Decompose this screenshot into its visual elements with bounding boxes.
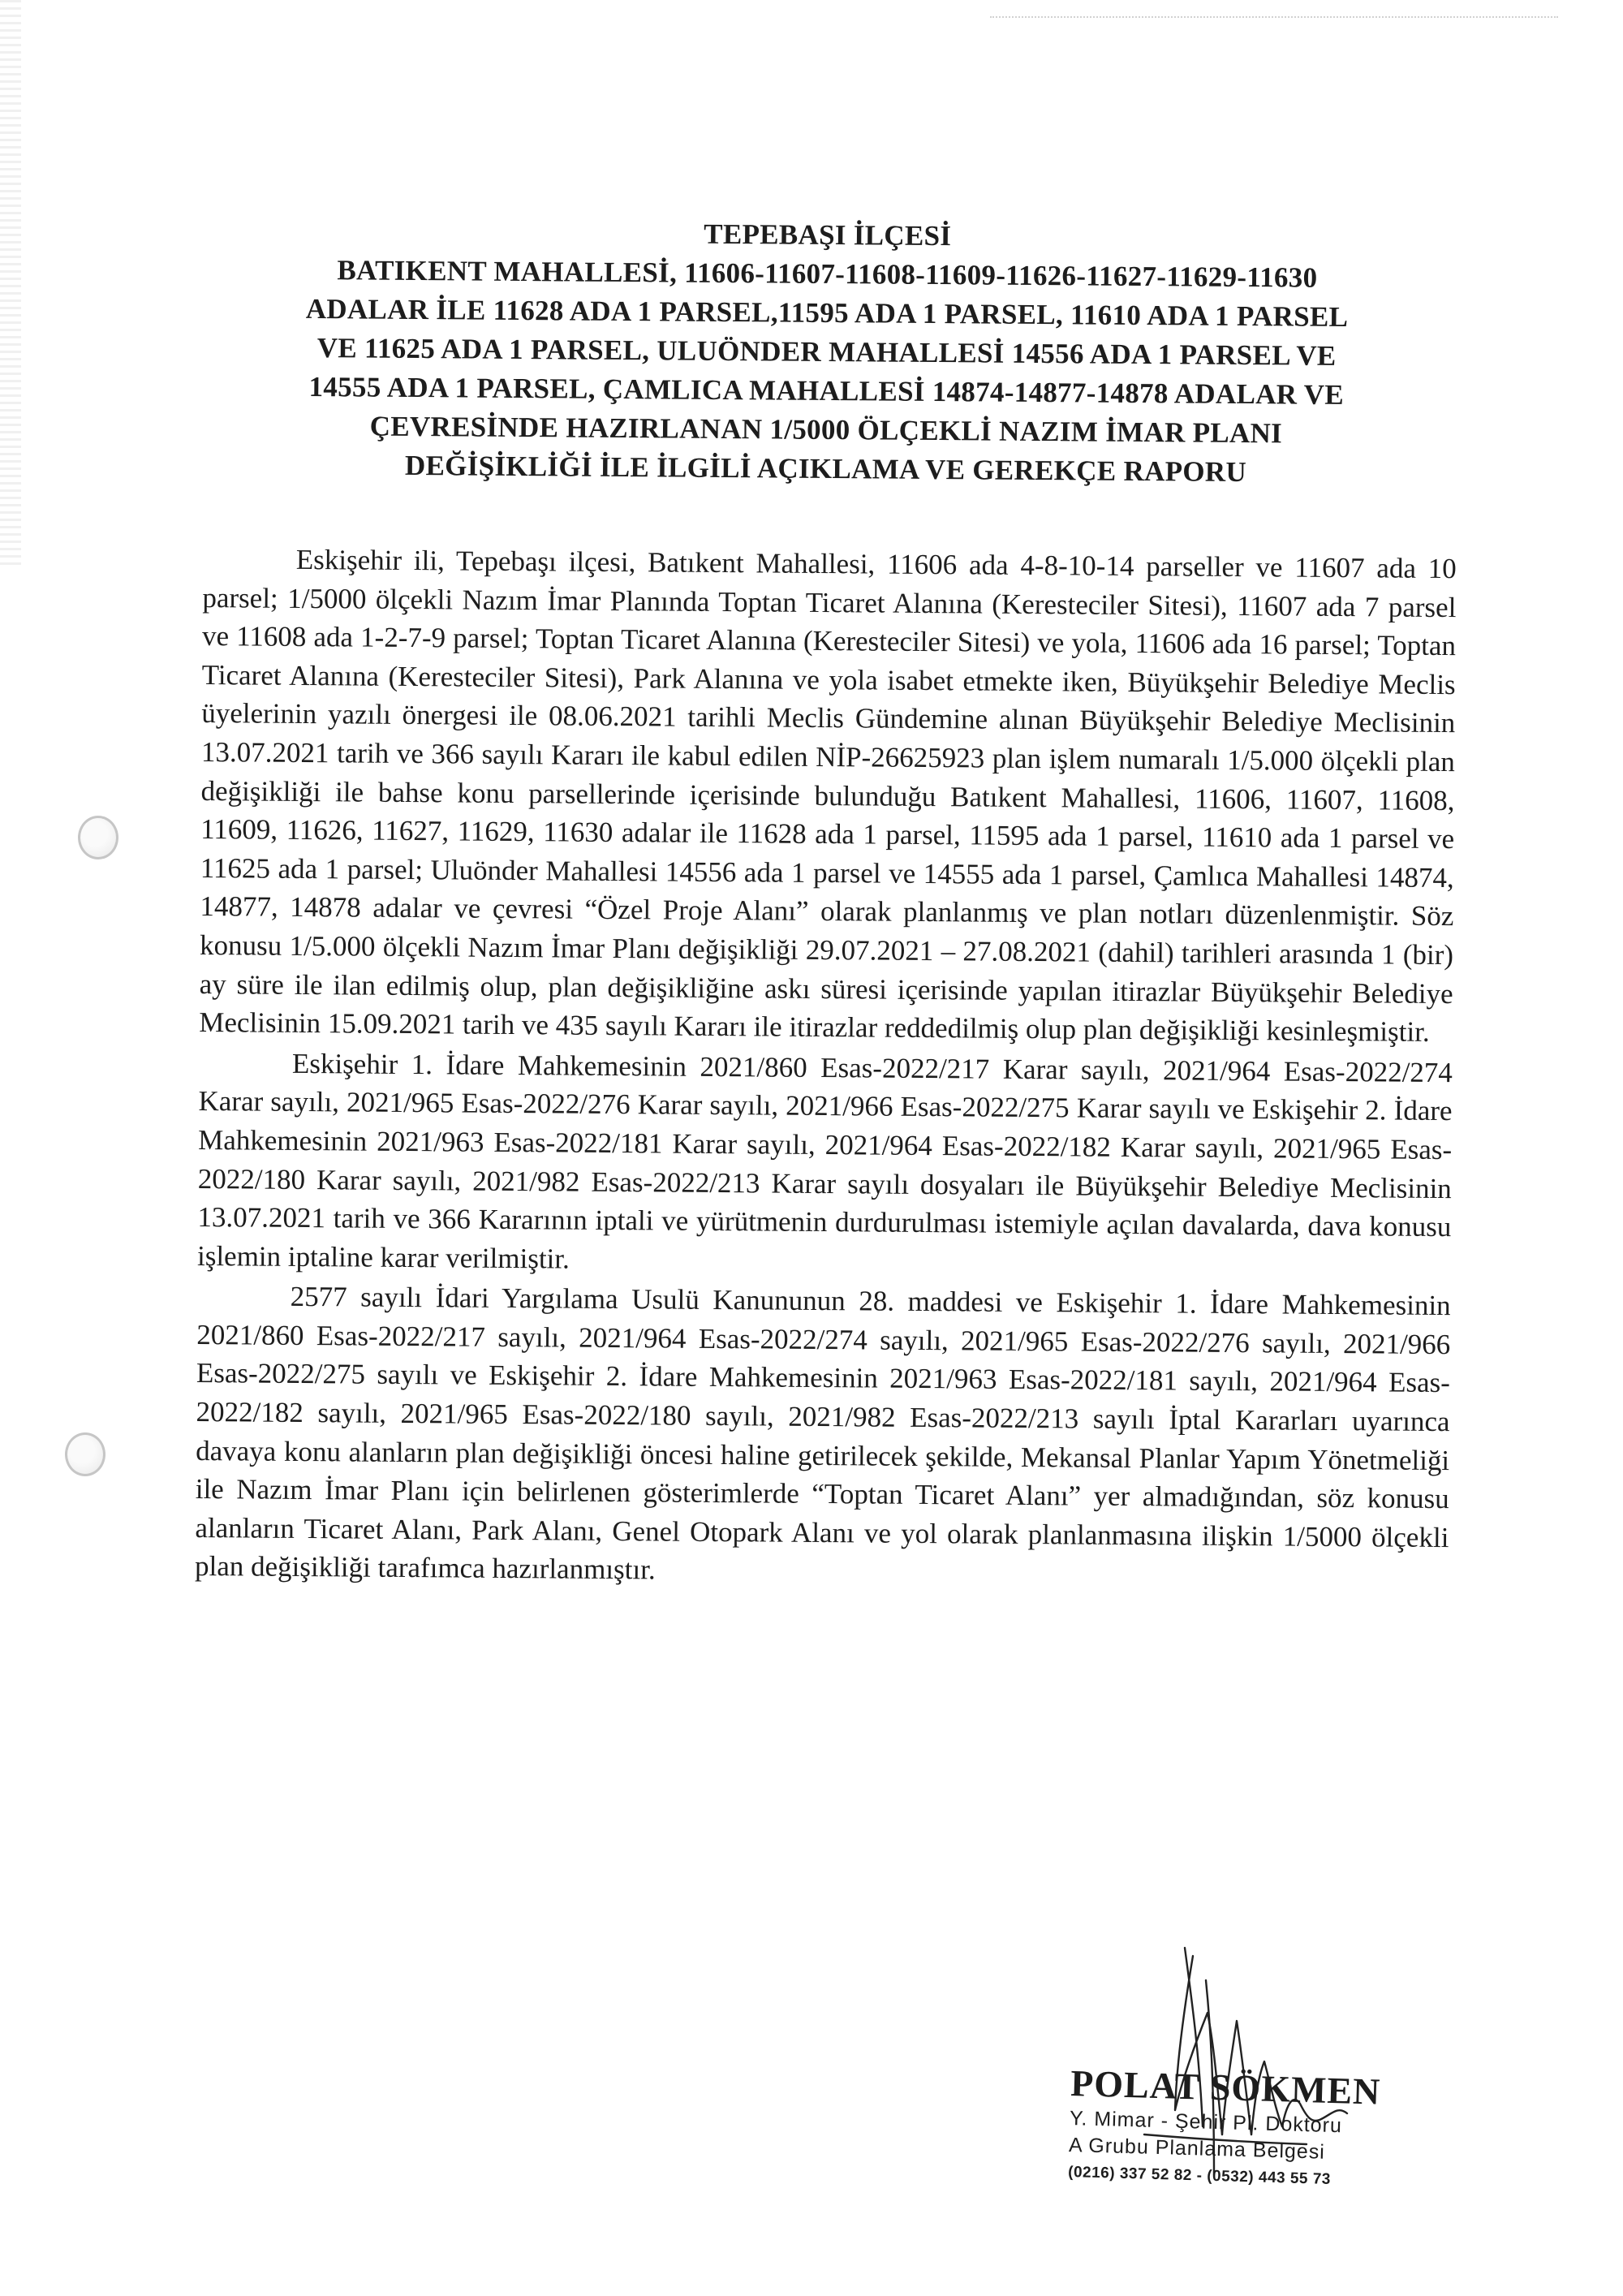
stamp	[1068, 2061, 1412, 2195]
title-line: 14555 ADA 1 PARSEL, ÇAMLICA MAHALLESİ 14874-14877-14878 ADALAR VE	[308, 370, 1345, 411]
paragraph-plan-change: 2577 sayılı İdari Yargılama Usulü Kanununun 28. maddesi ve Eskişehir 1. İdare Mahkemesinin 2021/860 Esas-2022/217 sayılı, 2021/964 Esas-2022/274 sayılı, 2021/965 Esas-2022/276 sayılı, 2021/966 Esas-2022/275 sayılı ve Eskişehir 2. İdare Mahkemesinin 2021/963 Esas-2022/181 sayılı, 2021/964 Esas-2022/182 sayılı, 2021/965 Esas-2022/180 sayılı, 2021/982 Esas-2022/213 sayılı İptal Kararları uyarınca davaya konu alanların plan değişikliği öncesi haline getirilecek şekilde, Mekansal Planlar Yapım Yönetmeliği ile Nazım İmar Planı için belirlenen gösterimlerde “Toptan Ticaret Alanı” yer almadığından, söz konusu alanların Ticaret Alanı, Park Alanı, Genel Otopark Alanı ve yol olarak planlanmasına ilişkin 1/5000 ölçekli plan değişikliği tarafımca hazırlanmıştır.	[194, 1281, 1451, 1586]
title-line: ADALAR İLE 11628 ADA 1 PARSEL,11595 ADA 1 PARSEL, 11610 ADA 1 PARSEL	[305, 292, 1349, 334]
title-line: ÇEVRESİNDE HAZIRLANAN 1/5000 ÖLÇEKLİ NAZIM İMAR PLANI	[369, 410, 1283, 450]
stamp-certificate: A Grubu Planlama Belgesi	[1068, 2133, 1326, 2164]
punch-hole-icon	[65, 1432, 105, 1476]
paragraph-plan-history: Eskişehir ili, Tepebaşı ilçesi, Batıkent Mahallesi, 11606 ada 4-8-10-14 parseller ve 11607 ada 10 parsel; 1/5000 ölçekli Nazım İmar Planında Toptan Ticaret Alanına (Keresteciler Sitesi), 11607 ada 7 parsel ve 11608 ada 1-2-7-9 parsel; Toptan Ticaret Alanına (Keresteciler Sitesi) ve yola, 11606 ada 16 parsel; Toptan Ticaret Alanına (Keresteciler Sitesi), Park Alanına ve yola isabet etmekte iken, Büyükşehir Belediye Meclis üyelerinin yazılı önergesi ile 08.06.2021 tarihli Meclis Gündemine alınan Büyükşehir Belediye Meclisinin 13.07.2021 tarih ve 366 sayılı Kararı ile kabul edilen NİP-26625923 plan işlem numaralı 1/5.000 ölçekli plan değişikliği ile bahse konu parsellerinde içerisinde bulunduğu Batıkent Mahallesi, 11606, 11607, 11608, 11609, 11626, 11627, 11629, 11630 adalar ile 11628 ada 1 parsel, 11595 ada 1 parsel, 11610 ada 1 parsel ve 11625 ada 1 parsel; Uluönder Mahallesi 14556 ada 1 parsel ve 14555 ada 1 parsel, Çamlıca Mahallesi 14874, 14877, 14878 adalar ve çevresi “Özel Proje Alanı” olarak planlanmış ve plan notları düzenlenmiştir. Söz konusu 1/5.000 ölçekli Nazım İmar Planı değişikliği 29.07.2021 – 27.08.2021 (dahil) tarihleri arasında 1 (bir) ay süre ile ilan edilmiş olup, plan değişikliğine askı süresi içerisinde yapılan itirazlar Büyükşehir Belediye Meclisinin 15.09.2021 tarih ve 435 sayılı Kararı ile itirazlar reddedilmiş olup plan değişikliği kesinleşmiştir.	[199, 543, 1457, 1049]
title-line: TEPEBAŞI İLÇESİ	[704, 218, 952, 252]
stamp-name: POLAT SÖKMEN	[1070, 2061, 1382, 2113]
punch-hole-icon	[78, 816, 118, 859]
report-title	[209, 211, 1444, 493]
scan-top-artifact	[990, 16, 1558, 21]
stamp-title: Y. Mimar - Şehir Pl. Doktoru	[1069, 2106, 1343, 2138]
title-line: VE 11625 ADA 1 PARSEL, ULUÖNDER MAHALLESİ 14556 ADA 1 PARSEL VE	[316, 332, 1337, 372]
report-body	[195, 540, 1457, 1596]
title-line: BATIKENT MAHALLESİ, 11606-11607-11608-11609-11626-11627-11629-11630	[337, 254, 1318, 294]
scan-edge-artifact	[0, 0, 21, 568]
title-line: DEĞİŞİKLİĞİ İLE İLGİLİ AÇIKLAMA VE GEREKÇE RAPORU	[404, 449, 1247, 489]
paragraph-court-decisions: Eskişehir 1. İdare Mahkemesinin 2021/860 Esas-2022/217 Karar sayılı, 2021/964 Esas-2022/274 Karar sayılı, 2021/965 Esas-2022/276 Karar sayılı, 2021/966 Esas-2022/275 Karar sayılı ve Eskişehir 2. İdare Mahkemesinin 2021/963 Esas-2022/181 Karar sayılı, 2021/964 Esas-2022/182 Karar sayılı, 2021/965 Esas-2022/180 Karar sayılı, 2021/982 Esas-2022/213 Karar sayılı dosyaları ile Büyükşehir Belediye Meclisinin 13.07.2021 tarih ve 366 Kararının iptali ve yürütmenin durdurulması istemiyle açılan davalarda, dava konusu işlemin iptaline karar verilmiştir.	[196, 1047, 1453, 1275]
stamp-phones: (0216) 337 52 82 - (0532) 443 55 73	[1067, 2163, 1332, 2188]
